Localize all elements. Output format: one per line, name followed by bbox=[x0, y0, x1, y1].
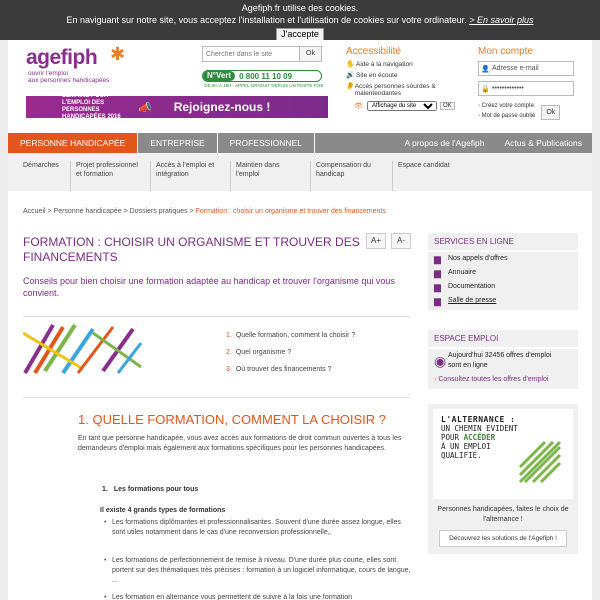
alternance-line-2a: POUR bbox=[441, 433, 464, 442]
green-number[interactable] bbox=[202, 70, 322, 82]
sub-nav bbox=[8, 153, 592, 191]
listen-label: Site en écoute bbox=[356, 72, 398, 79]
subnav-label: Projet professionnel bbox=[76, 162, 138, 169]
cookie-more-link[interactable]: > En savoir plus bbox=[469, 15, 534, 25]
cookie-accept-button[interactable]: J'accepte bbox=[276, 28, 324, 41]
font-increase-button[interactable]: A+ bbox=[366, 233, 386, 249]
password-field[interactable] bbox=[478, 81, 574, 96]
divider bbox=[23, 397, 410, 398]
emploi-title: ESPACE EMPLOI bbox=[428, 330, 578, 349]
emploi-count-text: Aujourd'hui 32456 offres d'emploi sont en ligne bbox=[448, 352, 552, 369]
page bbox=[8, 40, 592, 600]
accessibility-title: Accessibilité bbox=[346, 46, 402, 57]
email-placeholder: Adresse e-mail bbox=[492, 65, 539, 72]
forgot-password-link[interactable]: › Mot de passe oublié bbox=[478, 111, 535, 121]
page-title: FORMATION : CHOISIR UN ORGANISME ET TROUVER DES FINANCEMENTS bbox=[23, 235, 360, 264]
person-icon: ◉ bbox=[434, 353, 447, 369]
nav-help-link[interactable] bbox=[346, 61, 466, 68]
cookie-line-1: Agefiph.fr utilise des cookies. bbox=[241, 3, 359, 13]
search-input[interactable] bbox=[203, 47, 299, 61]
services-title: SERVICES EN LIGNE bbox=[428, 233, 578, 252]
search-box bbox=[202, 46, 322, 62]
accessibility-panel bbox=[346, 46, 466, 111]
account-title: Mon compte bbox=[478, 46, 534, 57]
banner-text bbox=[26, 93, 138, 121]
deaf-access-label: Accès personnes sourdes & malentendantes bbox=[354, 83, 436, 97]
subsection-number: 1. bbox=[102, 486, 108, 493]
colorful-lines-illustration bbox=[23, 323, 143, 375]
breadcrumb-current: Formation : choisir un organisme et trouver des financements bbox=[195, 208, 386, 215]
display-row bbox=[354, 101, 466, 111]
section-paragraph: En tant que personne handicapée, vous avez accès aux formations de droit commun ouvertes à tous les demandeurs d'emploi mais également aux formations spécifiques pour les personnes handicapées. bbox=[78, 435, 402, 452]
book-icon: ▆ bbox=[434, 282, 441, 292]
services-label: Annuaire bbox=[448, 269, 477, 276]
list-item-text: Les formations de perfectionnement de remise à niveau. D'une durée plus courte, elles sont portent sur des thématiques très précises : formation à un logiciel informatique, cours de langue, ... bbox=[112, 557, 411, 584]
cookie-text: En naviguant sur notre site, vous acceptez l'installation et l'utilisation de cookies sur votre ordinateur. bbox=[66, 15, 467, 25]
emploi-box bbox=[428, 330, 578, 389]
alternance-head: L'ALTERNANCE : bbox=[441, 415, 516, 424]
lock-icon: 🔒 bbox=[481, 85, 490, 93]
green-number-label: N°Vert bbox=[203, 71, 235, 81]
directory-icon: ▆ bbox=[434, 268, 441, 278]
logo[interactable] bbox=[26, 44, 126, 84]
nav-help-label: Aide à la navigation bbox=[356, 61, 413, 68]
banner-cta: Rejoignez-nous ! bbox=[173, 100, 271, 114]
green-number-value: 0 800 11 10 09 bbox=[239, 71, 293, 81]
subnav-label: et formation bbox=[76, 171, 113, 178]
speaker-icon: 🔊 bbox=[346, 72, 355, 79]
table-of-contents bbox=[226, 332, 355, 383]
logo-star-icon: ✱ bbox=[110, 44, 126, 64]
nav-about-link[interactable]: A propos de l'Agefiph bbox=[404, 138, 485, 148]
display-select[interactable] bbox=[367, 101, 437, 111]
services-directory-link[interactable] bbox=[428, 266, 578, 280]
emploi-offers-link[interactable] bbox=[428, 373, 578, 389]
emploi-count bbox=[428, 349, 578, 373]
toc-number: 3. bbox=[226, 366, 232, 373]
display-ok-button[interactable]: OK bbox=[440, 102, 455, 110]
account-links bbox=[478, 101, 535, 121]
toc-item-1[interactable] bbox=[226, 332, 355, 339]
tab-professionnel[interactable]: PROFESSIONNEL bbox=[218, 133, 315, 153]
subnav-label: Démarches bbox=[23, 162, 59, 169]
toc-label: Quelle formation, comment la choisir ? bbox=[235, 332, 356, 339]
eye-icon: 👁 bbox=[354, 103, 363, 110]
nav-spacer bbox=[315, 133, 394, 153]
account-panel bbox=[478, 46, 578, 121]
subnav-label: Accès à l'emploi et bbox=[156, 162, 215, 169]
search-ok-button[interactable]: Ok bbox=[299, 47, 321, 61]
green-number-hours: DE 9H À 18H - APPEL GRATUIT DEPUIS UN POSTE FIXE bbox=[204, 83, 324, 88]
arrow-icon: › bbox=[434, 376, 437, 383]
subnav-label: Maintien dans bbox=[236, 162, 280, 169]
list-item-text: Les formation en alternance vous permettent de suivre à la fois une formation bbox=[112, 594, 353, 600]
nav-news-link[interactable]: Actus & Publications bbox=[504, 138, 582, 148]
list-item bbox=[104, 556, 412, 586]
formation-types-heading: Il existe 4 grands types de formations bbox=[100, 507, 226, 514]
logo-tagline-2: aux personnes handicapées bbox=[28, 77, 110, 84]
create-account-link[interactable]: › Créez votre compte bbox=[478, 101, 535, 111]
subnav-label: handicap bbox=[316, 171, 345, 178]
logo-tagline-1: ouvrir l'emploi bbox=[28, 70, 68, 77]
toc-label: Où trouver des financements ? bbox=[235, 366, 332, 373]
divider bbox=[23, 316, 410, 317]
subnav-label: intégration bbox=[156, 171, 189, 178]
event-banner[interactable] bbox=[26, 93, 328, 120]
alternance-line-3: À UN EMPLOI bbox=[441, 442, 491, 451]
password-value: ••••••••••••• bbox=[492, 85, 524, 92]
subnav-demarches[interactable] bbox=[18, 161, 70, 191]
subsection-label: Les formations pour tous bbox=[113, 486, 199, 493]
subnav-candidat[interactable] bbox=[392, 161, 472, 191]
email-field[interactable] bbox=[478, 61, 574, 76]
listen-link[interactable] bbox=[346, 72, 466, 79]
hand-icon: ✋ bbox=[346, 61, 355, 68]
toc-number: 2. bbox=[226, 349, 232, 356]
banner-text-line-2: PERSONNES HANDICAPÉES 2016 bbox=[62, 107, 121, 120]
alternance-line-1: UN CHEMIN EVIDENT bbox=[441, 424, 518, 433]
services-label: Nos appels d'offres bbox=[448, 255, 508, 262]
breadcrumb-path[interactable]: Accueil > Personne handicapée > Dossiers pratiques > bbox=[23, 208, 196, 215]
subnav-projet[interactable] bbox=[70, 161, 150, 191]
alternance-box bbox=[428, 404, 578, 554]
tab-personne-handicapee[interactable]: PERSONNE HANDICAPÉE bbox=[8, 133, 138, 153]
bullet-icon: • bbox=[104, 557, 107, 564]
cookie-banner bbox=[0, 0, 600, 40]
subnav-label: Espace candidat bbox=[398, 162, 450, 169]
subnav-acces[interactable] bbox=[150, 161, 230, 191]
subnav-label: l'emploi bbox=[236, 171, 260, 178]
toc-item-2[interactable] bbox=[226, 349, 355, 356]
list-item bbox=[104, 593, 412, 600]
toc-item-3[interactable] bbox=[226, 366, 355, 373]
services-tenders-link[interactable] bbox=[428, 252, 578, 266]
tab-entreprise[interactable]: ENTREPRISE bbox=[138, 133, 217, 153]
banner-text-line-1: SEMAINE POUR L'EMPLOI DES bbox=[62, 93, 109, 106]
list-item bbox=[104, 518, 412, 538]
toc-number: 1. bbox=[226, 332, 232, 339]
services-press-link[interactable] bbox=[428, 294, 578, 310]
emploi-link-label: Consultez toutes les offres d'emploi bbox=[438, 376, 549, 383]
cookie-line-2 bbox=[0, 14, 600, 26]
deaf-access-link[interactable] bbox=[346, 83, 466, 97]
logo-name: agefiph bbox=[26, 46, 98, 69]
login-ok-button[interactable]: Ok bbox=[541, 105, 560, 120]
bullet-icon: • bbox=[104, 519, 107, 526]
subnav-compensation[interactable] bbox=[310, 161, 392, 191]
subsection-title bbox=[102, 486, 204, 493]
services-documentation-link[interactable] bbox=[428, 280, 578, 294]
maze-icon bbox=[515, 437, 565, 487]
press-icon: ▆ bbox=[434, 296, 441, 306]
subnav-maintien[interactable] bbox=[230, 161, 310, 191]
font-decrease-button[interactable]: A- bbox=[391, 233, 411, 249]
folder-icon: ▆ bbox=[434, 254, 441, 264]
list-item-text: Les formations diplômantes et professionnalisantes. Souvent d'une durée assez longue, elles sont utiles notamment dans le cas d'une reconversion professionnelle,. bbox=[112, 519, 401, 536]
page-intro: Conseils pour bien choisir une formation adaptée au handicap et trouver l'organisme qui vous convient. bbox=[23, 276, 395, 298]
alternance-line-4: QUALIFIÉ. bbox=[441, 451, 482, 460]
bullet-icon: • bbox=[104, 594, 107, 600]
ear-icon: 👂 bbox=[346, 83, 355, 90]
megaphone-icon: 📣 bbox=[138, 101, 152, 114]
main-nav bbox=[8, 133, 592, 153]
breadcrumb bbox=[23, 208, 386, 215]
subnav-label: Compensation du bbox=[316, 162, 371, 169]
section-heading: 1. QUELLE FORMATION, COMMENT LA CHOISIR ? bbox=[78, 412, 386, 427]
toc-label: Quel organisme ? bbox=[235, 349, 292, 356]
alternance-text: Personnes handicapées, faites le choix de l'alternance ! bbox=[437, 506, 569, 523]
alternance-visual[interactable] bbox=[433, 409, 573, 499]
services-label: Documentation bbox=[448, 283, 496, 290]
services-label: Salle de presse bbox=[448, 297, 497, 304]
alternance-button[interactable]: Découvrez les solutions de l'Agefiph ! bbox=[439, 530, 567, 547]
alternance-line-2b: ACCÉDER bbox=[463, 433, 496, 442]
user-icon: 👤 bbox=[481, 65, 490, 73]
services-box bbox=[428, 233, 578, 310]
